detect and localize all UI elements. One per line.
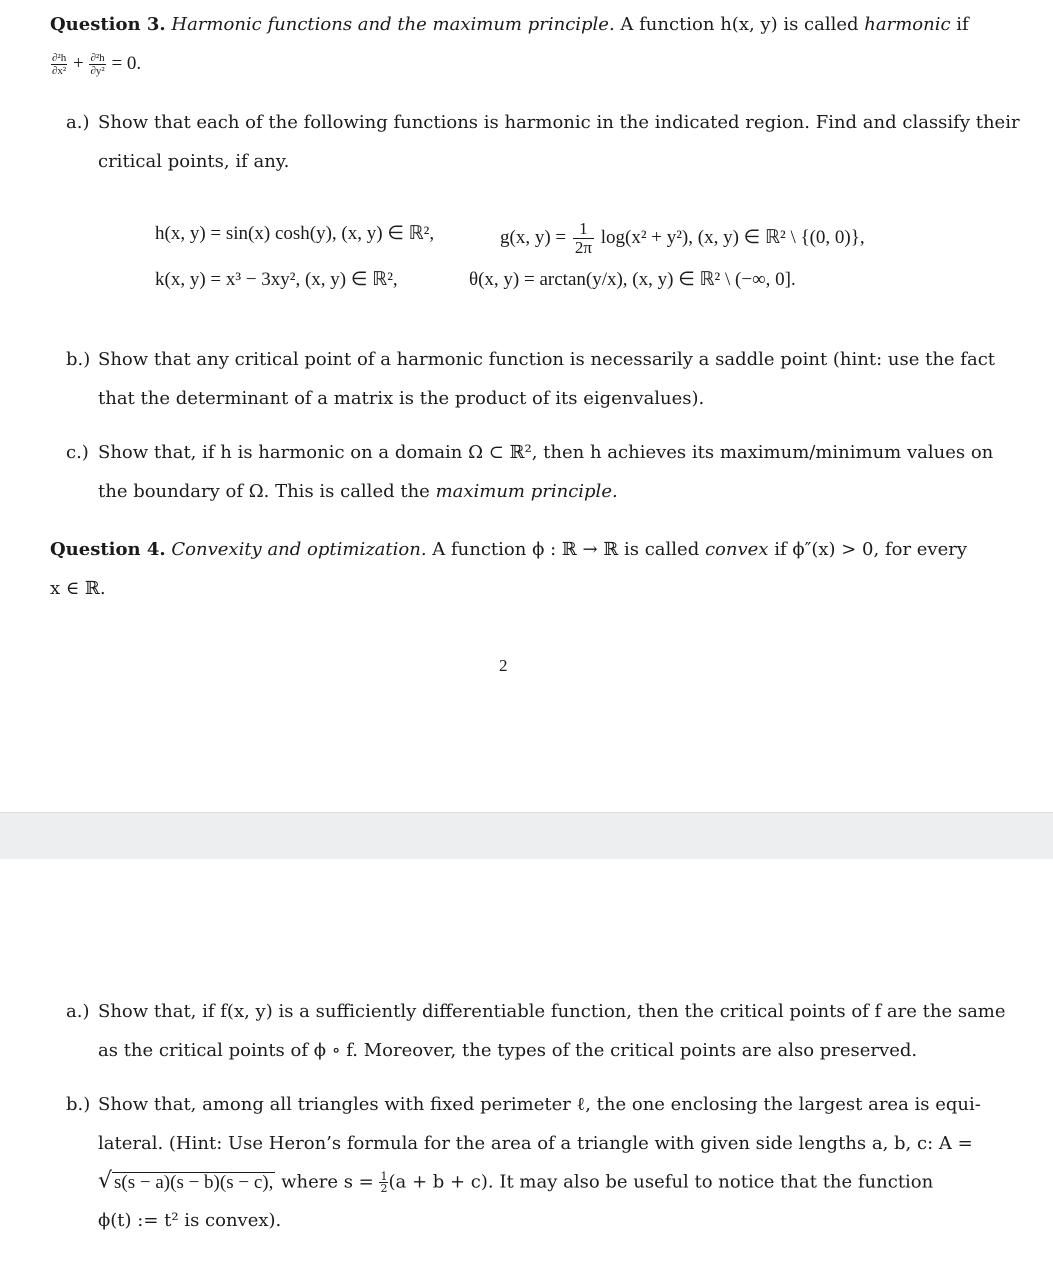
q4-part-a-label: a.)	[66, 1001, 90, 1022]
q3-part-c-label: c.)	[66, 442, 89, 463]
sqrt-symbol: √	[98, 1168, 113, 1194]
question-4-intro-text: A function ϕ : ℝ → ℝ is called	[432, 539, 700, 560]
q4-part-b-label: b.)	[66, 1094, 91, 1115]
q3-part-c-line-2: the boundary of Ω. This is called the maximum principle.	[98, 481, 618, 502]
question-3-intro-post: if	[956, 14, 969, 35]
q3-part-b-line-2: that the determinant of a matrix is the product of its eigenvalues).	[98, 388, 705, 409]
page-2	[0, 859, 1053, 1274]
page-separator	[0, 812, 1053, 860]
fraction-one-half: $\frac{1}{2}$	[380, 1170, 388, 1195]
heron-radicand: s(s − a)(s − b)(s − c),	[114, 1171, 274, 1193]
q3-part-a-line-1: Show that each of the following functions is harmonic in the indicated region. Find and classify their	[98, 112, 1020, 133]
question-3-intro-text: A function h(x, y) is called	[620, 14, 859, 35]
function-k: k(x, y) = x³ − 3xy², (x, y) ∈ ℝ²,	[155, 269, 398, 290]
q4-part-b-line-2: lateral. (Hint: Use Heron’s formula for the area of a triangle with given side lengths a, b, c: A =	[98, 1133, 973, 1154]
page-number: 2	[499, 656, 508, 675]
function-g: g(x, y) = $\frac{1}{2\pi}$ log(x² + y²), (x, y) ∈ ℝ² \ {(0, 0)},	[500, 219, 865, 257]
question-4-intro-line-2: x ∈ ℝ.	[50, 578, 106, 599]
q3-part-a-line-2: critical points, if any.	[98, 151, 290, 172]
question-4-heading: Question 4.	[50, 539, 166, 560]
q4-part-b-line-1: Show that, among all triangles with fixed perimeter ℓ, the one enclosing the largest area is equi-	[98, 1094, 981, 1115]
question-4-term: convex	[704, 539, 769, 560]
q4-part-b-line-3: √ s(s − a)(s − b)(s − c), where s = $\frac{1}{2}$ (a + b + c). It may also be useful to notice that the function	[98, 1168, 934, 1195]
question-3-intro	[50, 14, 969, 36]
q3-part-c-line-1: Show that, if h is harmonic on a domain Ω ⊂ ℝ², then h achieves its maximum/minimum values on	[98, 442, 994, 463]
question-4-intro-post: if ϕ″(x) > 0, for every	[774, 539, 968, 560]
question-3-heading: Question 3.	[50, 14, 166, 35]
laplace-equation: $\frac{\text{∂²h}}{\text{∂x²}}$ + $\frac{\text{∂²h}}{\text{∂y²}}$ = 0.	[52, 52, 142, 77]
q4-part-a-line-2: as the critical points of ϕ ∘ f. Moreover, the types of the critical points are also preserved.	[98, 1040, 918, 1061]
q4-part-a-line-1: Show that, if f(x, y) is a sufficiently differentiable function, then the critical points of f are the same	[98, 1001, 1006, 1022]
question-3-title: Harmonic functions and the maximum principle.	[171, 14, 615, 35]
fraction-d2h-dx2: $\frac{\text{∂²h}}{\text{∂x²}}$	[52, 52, 67, 77]
q4-part-b-line-4: ϕ(t) := t² is convex).	[98, 1210, 282, 1231]
fraction-one-over-two-pi: $\frac{1}{2\pi}$	[574, 219, 592, 257]
question-4-title: Convexity and optimization.	[171, 539, 427, 560]
function-h: h(x, y) = sin(x) cosh(y), (x, y) ∈ ℝ²,	[155, 223, 435, 244]
function-theta: θ(x, y) = arctan(y/x), (x, y) ∈ ℝ² \ (−∞, 0].	[469, 269, 796, 290]
q3-part-b-label: b.)	[66, 349, 91, 370]
question-3-term: harmonic	[864, 14, 951, 35]
question-4-intro	[50, 539, 967, 561]
q3-part-a-label: a.)	[66, 112, 90, 133]
fraction-d2h-dy2: $\frac{\text{∂²h}}{\text{∂y²}}$	[90, 52, 105, 77]
q3-part-b-line-1: Show that any critical point of a harmonic function is necessarily a saddle point (hint: use the fact	[98, 349, 996, 370]
maximum-principle-term: maximum principle.	[435, 481, 618, 502]
